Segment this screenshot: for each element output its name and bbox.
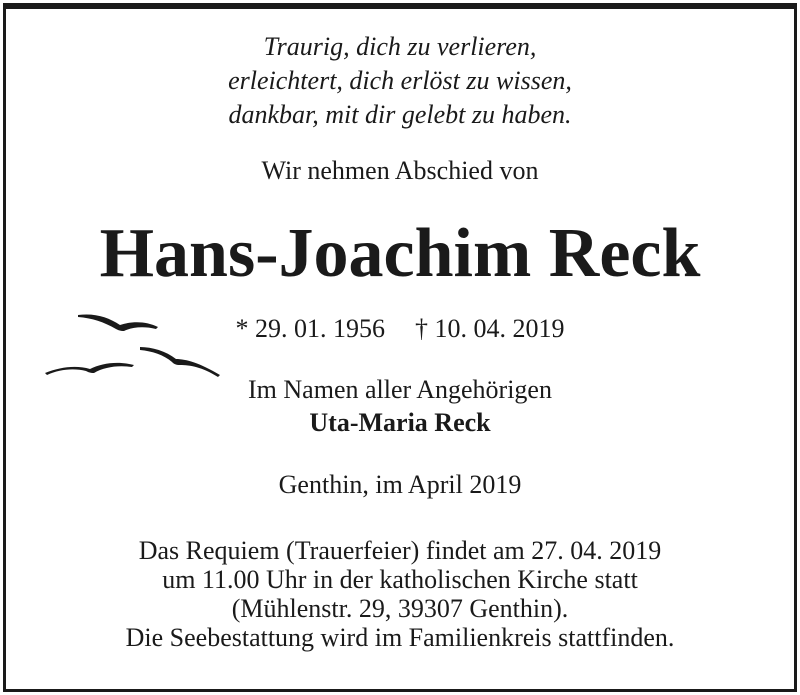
on-behalf-text: Im Namen aller Angehörigen	[248, 375, 552, 404]
requiem-line-1: Das Requiem (Trauerfeier) findet am 27. 04. 2019	[138, 536, 662, 565]
death-date: † 10. 04. 2019	[415, 314, 565, 343]
place-date: Genthin, im April 2019	[278, 470, 522, 499]
deceased-name: Hans-Joachim Reck	[99, 215, 701, 292]
birth-date: * 29. 01. 1956	[235, 314, 385, 343]
verse-line-2: erleichtert, dich erlöst zu wissen,	[228, 66, 572, 95]
requiem-line-3: (Mühlenstr. 29, 39307 Genthin).	[231, 594, 569, 623]
requiem-line-2: um 11.00 Uhr in der katholischen Kirche statt	[162, 565, 638, 594]
verse-line-1: Traurig, dich zu verlieren,	[263, 32, 537, 61]
requiem-line-4: Die Seebestattung wird im Familienkreis stattfinden.	[125, 623, 675, 652]
signer-name: Uta-Maria Reck	[309, 408, 491, 437]
flying-birds-icon	[40, 305, 230, 385]
farewell-intro: Wir nehmen Abschied von	[261, 156, 539, 185]
verse-line-3: dankbar, mit dir gelebt zu haben.	[228, 100, 572, 129]
